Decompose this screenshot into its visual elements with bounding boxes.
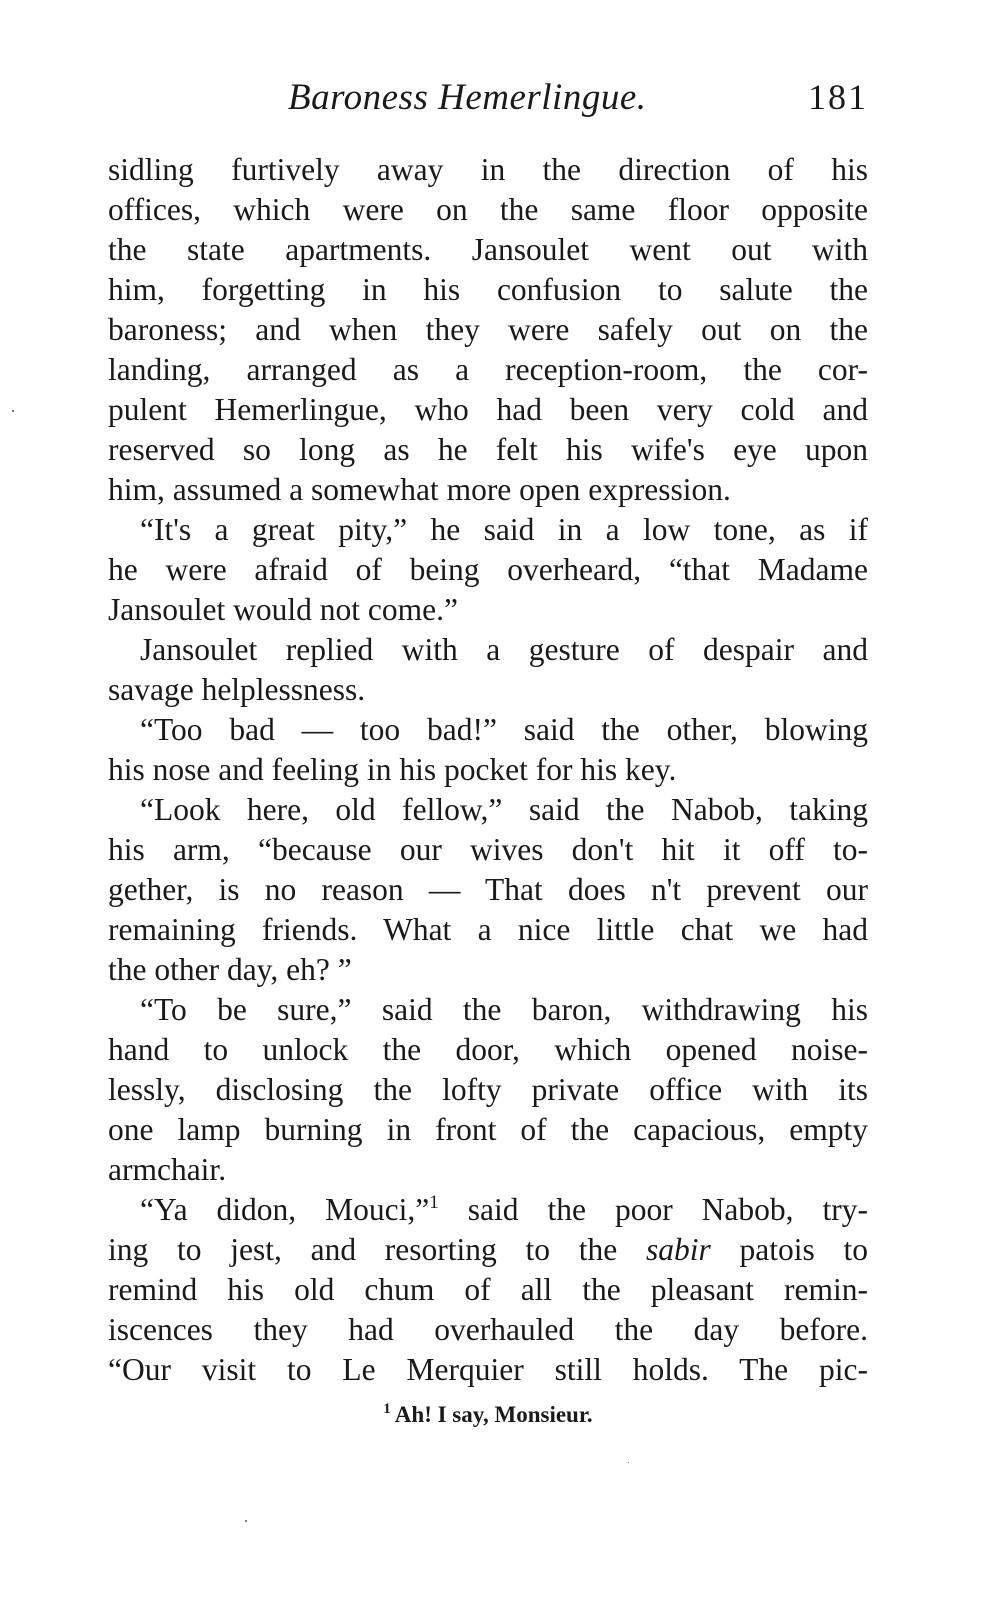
text-line: “It's a great pity,” he said in a low tone, as if: [140, 512, 868, 547]
paper-speck: [245, 1520, 247, 1522]
text-line: landing, arranged as a reception-room, the cor-: [108, 352, 868, 387]
text-line-with-footnote-ref: [108, 1190, 868, 1230]
text-line: “Look here, old fellow,” said the Nabob, taking: [140, 792, 868, 827]
text-line: baroness; and when they were safely out on the: [108, 312, 868, 347]
text-line: gether, is no reason — That does n't prevent our: [108, 872, 868, 907]
line-text: “Ya didon, Mouci,”: [140, 1192, 430, 1227]
text-line-with-italic: [108, 1230, 868, 1270]
text-line: his arm, “because our wives don't hit it off to-: [108, 832, 868, 867]
text-line: “Too bad — too bad!” said the other, blowing: [140, 712, 868, 747]
footnote-text: Ah! I say, Monsieur.: [394, 1402, 593, 1427]
text-line: his nose and feeling in his pocket for his key.: [108, 752, 677, 787]
page-number: 181: [808, 77, 868, 117]
paper-speck: [12, 410, 14, 412]
text-line: the state apartments. Jansoulet went out with: [108, 232, 868, 267]
text-line: remind his old chum of all the pleasant remin-: [108, 1272, 868, 1307]
running-title: Baroness Hemerlingue.: [288, 77, 647, 118]
footnote-reference: 1: [429, 1192, 439, 1213]
italic-word: sabir: [646, 1232, 711, 1267]
line-text: said the poor Nabob, try-: [467, 1192, 868, 1227]
body-text: [108, 150, 868, 1390]
running-header: [108, 76, 868, 126]
text-line: pulent Hemerlingue, who had been very cold and: [108, 392, 868, 427]
text-line: Jansoulet replied with a gesture of despair and: [140, 632, 868, 667]
text-line: him, assumed a somewhat more open expression.: [108, 472, 731, 507]
text-line: reserved so long as he felt his wife's eye upon: [108, 432, 868, 467]
text-line: iscences they had overhauled the day before.: [108, 1312, 868, 1347]
text-line: the other day, eh? ”: [108, 952, 352, 987]
text-line: armchair.: [108, 1152, 227, 1187]
text-line: one lamp burning in front of the capacious, empty: [108, 1112, 868, 1147]
line-text: ing to jest, and resorting to the: [108, 1232, 618, 1267]
footnote: [108, 1400, 868, 1430]
text-line: “To be sure,” said the baron, withdrawing his: [140, 992, 868, 1027]
footnote-marker: 1: [383, 1401, 391, 1417]
line-text: patois to: [739, 1232, 869, 1267]
text-line: offices, which were on the same floor opposite: [108, 192, 868, 227]
text-line: Jansoulet would not come.”: [108, 592, 458, 627]
text-line: hand to unlock the door, which opened noise-: [108, 1032, 868, 1067]
text-line: sidling furtively away in the direction of his: [108, 152, 868, 187]
text-line: lessly, disclosing the lofty private office with its: [108, 1072, 868, 1107]
text-line: savage helplessness.: [108, 672, 366, 707]
text-line: remaining friends. What a nice little chat we had: [108, 912, 868, 947]
paper-speck: [628, 1462, 629, 1463]
text-line: he were afraid of being overheard, “that Madame: [108, 552, 868, 587]
text-line: “Our visit to Le Merquier still holds. The pic-: [108, 1352, 868, 1387]
text-line: him, forgetting in his confusion to salute the: [108, 272, 868, 307]
